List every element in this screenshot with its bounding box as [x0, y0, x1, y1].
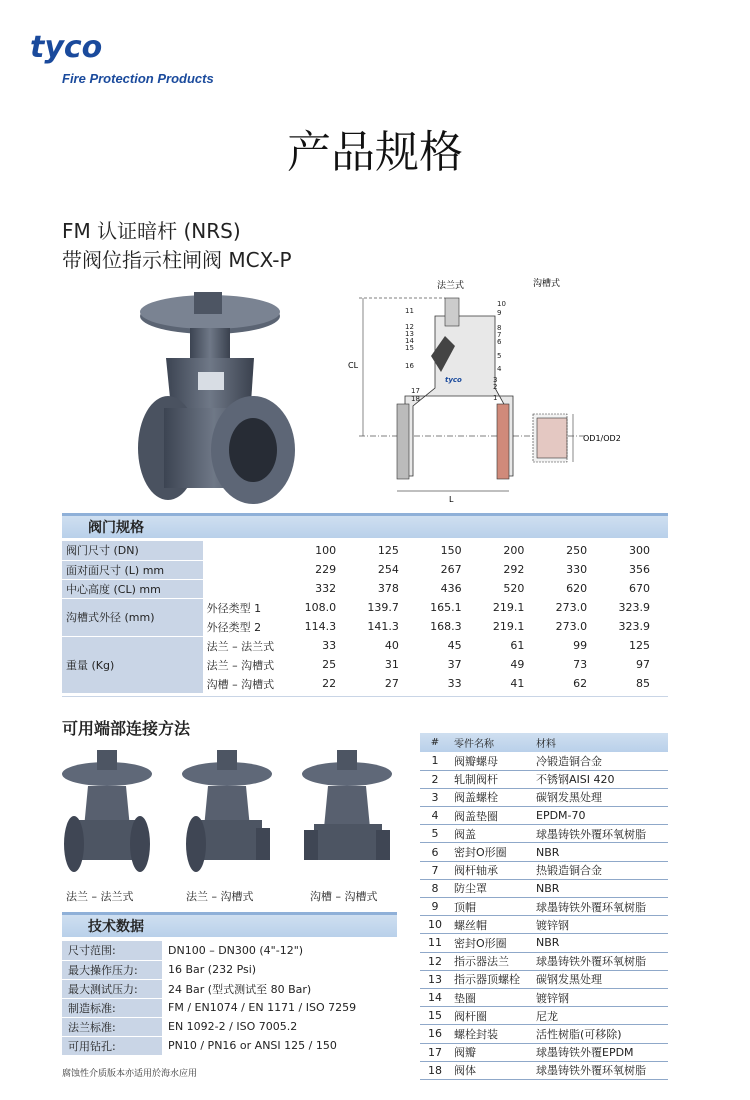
connection-label-flange-groove: 法兰 – 沟槽式 — [186, 890, 254, 903]
callout-15: 15 — [405, 344, 414, 352]
callout-11: 11 — [405, 307, 414, 315]
callout-2: 2 — [493, 383, 498, 391]
diagram-cl: CL — [348, 361, 359, 370]
callout-10: 10 — [497, 300, 506, 308]
row-label: 阀门尺寸 (DN) — [62, 541, 203, 560]
table-row: 9 顶帽 球墨铸铁外覆环氧树脂 — [420, 898, 668, 916]
table-row: 7 阀杆轴承 热锻造铜合金 — [420, 861, 668, 879]
row-label: 中心高度 (CL) mm — [62, 579, 203, 598]
valve-groove-groove-image — [300, 748, 395, 878]
callout-13: 13 — [405, 330, 414, 338]
table-row: 4 阀盖垫圈 EPDM-70 — [420, 807, 668, 825]
row-label: 重量 (Kg) — [62, 636, 203, 693]
table-row: 15 阀杆圈 尼龙 — [420, 1007, 668, 1025]
diagram-nameplate: tyco — [445, 376, 462, 384]
valve-photo — [128, 288, 300, 510]
table-row: 11 密封O形圈 NBR — [420, 934, 668, 952]
table-row: 3 阀盖螺栓 碳钢发黑处理 — [420, 788, 668, 806]
table-row: 尺寸范围: DN100 – DN300 (4"-12") — [62, 941, 397, 960]
table-row: 外径类型 2 114.3 141.3 168.3 219.1 273.0 323.9 — [62, 617, 668, 636]
table-row: 8 防尘罩 NBR — [420, 879, 668, 897]
callout-3: 3 — [493, 376, 498, 384]
diagram-od: OD1/OD2 — [583, 434, 621, 443]
diagram-label-groove: 沟槽式 — [533, 279, 561, 289]
table-row: 法兰标准: EN 1092-2 / ISO 7005.2 — [62, 1017, 397, 1036]
valve-specs-header: 阀门规格 — [62, 513, 668, 538]
footnote: 腐蚀性介质版本亦适用於海水应用 — [62, 1069, 198, 1079]
connection-label-flange-flange: 法兰 – 法兰式 — [66, 890, 134, 903]
valve-specs-table — [62, 541, 668, 694]
callout-16: 16 — [405, 362, 414, 370]
table-row: 1 阀瓣螺母 冷锻造铜合金 — [420, 752, 668, 770]
brand-tagline: Fire Protection Products — [62, 71, 214, 86]
callout-9: 9 — [497, 309, 502, 317]
table-row: 17 阀瓣 球墨铸铁外覆EPDM — [420, 1043, 668, 1061]
valve-cross-section-diagram — [345, 276, 635, 506]
table-row: 12 指示器法兰 球墨铸铁外覆环氧树脂 — [420, 952, 668, 970]
callout-4: 4 — [497, 365, 502, 373]
table-row: 可用钻孔: PN10 / PN16 or ANSI 125 / 150 — [62, 1036, 397, 1055]
table-row: 2 轧制阀杆 不锈钢AISI 420 — [420, 770, 668, 788]
table-row: 制造标准: FM / EN1074 / EN 1171 / ISO 7259 — [62, 998, 397, 1017]
parts-header-material: 材料 — [532, 733, 668, 752]
callout-1: 1 — [493, 394, 498, 402]
valve-flange-groove-image — [180, 748, 275, 878]
page-title: 产品规格 — [287, 127, 463, 178]
table-row: 6 密封O形圈 NBR — [420, 843, 668, 861]
row-label: 沟槽式外径 (mm) — [62, 598, 203, 636]
product-title-line2: 带阀位指示柱闸阀 MCX-P — [62, 248, 292, 272]
table-row: 14 垫圈 镀锌钢 — [420, 988, 668, 1006]
table-row: 18 阀体 球墨铸铁外覆环氧树脂 — [420, 1061, 668, 1079]
callout-14: 14 — [405, 337, 414, 345]
table-row: 重量 (Kg) 法兰 – 法兰式 33 40 45 61 99 125 — [62, 636, 668, 655]
connection-label-groove-groove: 沟槽 – 沟槽式 — [310, 890, 378, 903]
table-row: 阀门尺寸 (DN) 100 125 150 200 250 300 — [62, 541, 668, 560]
table-row: 最大测试压力: 24 Bar (型式测试至 80 Bar) — [62, 979, 397, 998]
table-row: 13 指示器顶螺栓 碳钢发黑处理 — [420, 970, 668, 988]
callout-6: 6 — [497, 338, 502, 346]
table-row: 最大操作压力: 16 Bar (232 Psi) — [62, 960, 397, 979]
table-row: 面对面尺寸 (L) mm 229 254 267 292 330 356 — [62, 560, 668, 579]
callout-5: 5 — [497, 352, 502, 360]
tech-data-table — [62, 941, 397, 1056]
diagram-l: L — [449, 495, 454, 504]
table-row: 中心高度 (CL) mm 332 378 436 520 620 670 — [62, 579, 668, 598]
connections-title: 可用端部连接方法 — [62, 719, 191, 738]
callout-17: 17 — [411, 387, 420, 395]
callout-12: 12 — [405, 323, 414, 331]
parts-header-number: # — [420, 733, 450, 752]
callout-8: 8 — [497, 324, 502, 332]
parts-table — [420, 733, 668, 1080]
table-row: 法兰 – 沟槽式 25 31 37 49 73 97 — [62, 655, 668, 674]
product-title-line1: FM 认证暗杆 (NRS) — [62, 219, 241, 243]
valve-flange-flange-image — [60, 748, 155, 878]
brand-logo: tyco — [30, 30, 103, 65]
row-label: 面对面尺寸 (L) mm — [62, 560, 203, 579]
table-row: 沟槽式外径 (mm) 外径类型 1 108.0 139.7 165.1 219.1 273.0 323.9 — [62, 598, 668, 617]
callout-18: 18 — [411, 395, 420, 403]
diagram-label-flange: 法兰式 — [437, 281, 465, 291]
parts-header-name: 零件名称 — [450, 733, 532, 752]
table-row: 沟槽 – 沟槽式 22 27 33 41 62 85 — [62, 674, 668, 693]
tech-data-header: 技术数据 — [62, 912, 397, 937]
table-row: 16 螺栓封装 活性树脂(可移除) — [420, 1025, 668, 1043]
table-row: 5 阀盖 球墨铸铁外覆环氧树脂 — [420, 825, 668, 843]
callout-7: 7 — [497, 331, 502, 339]
table-row: 10 螺丝帽 镀锌钢 — [420, 916, 668, 934]
